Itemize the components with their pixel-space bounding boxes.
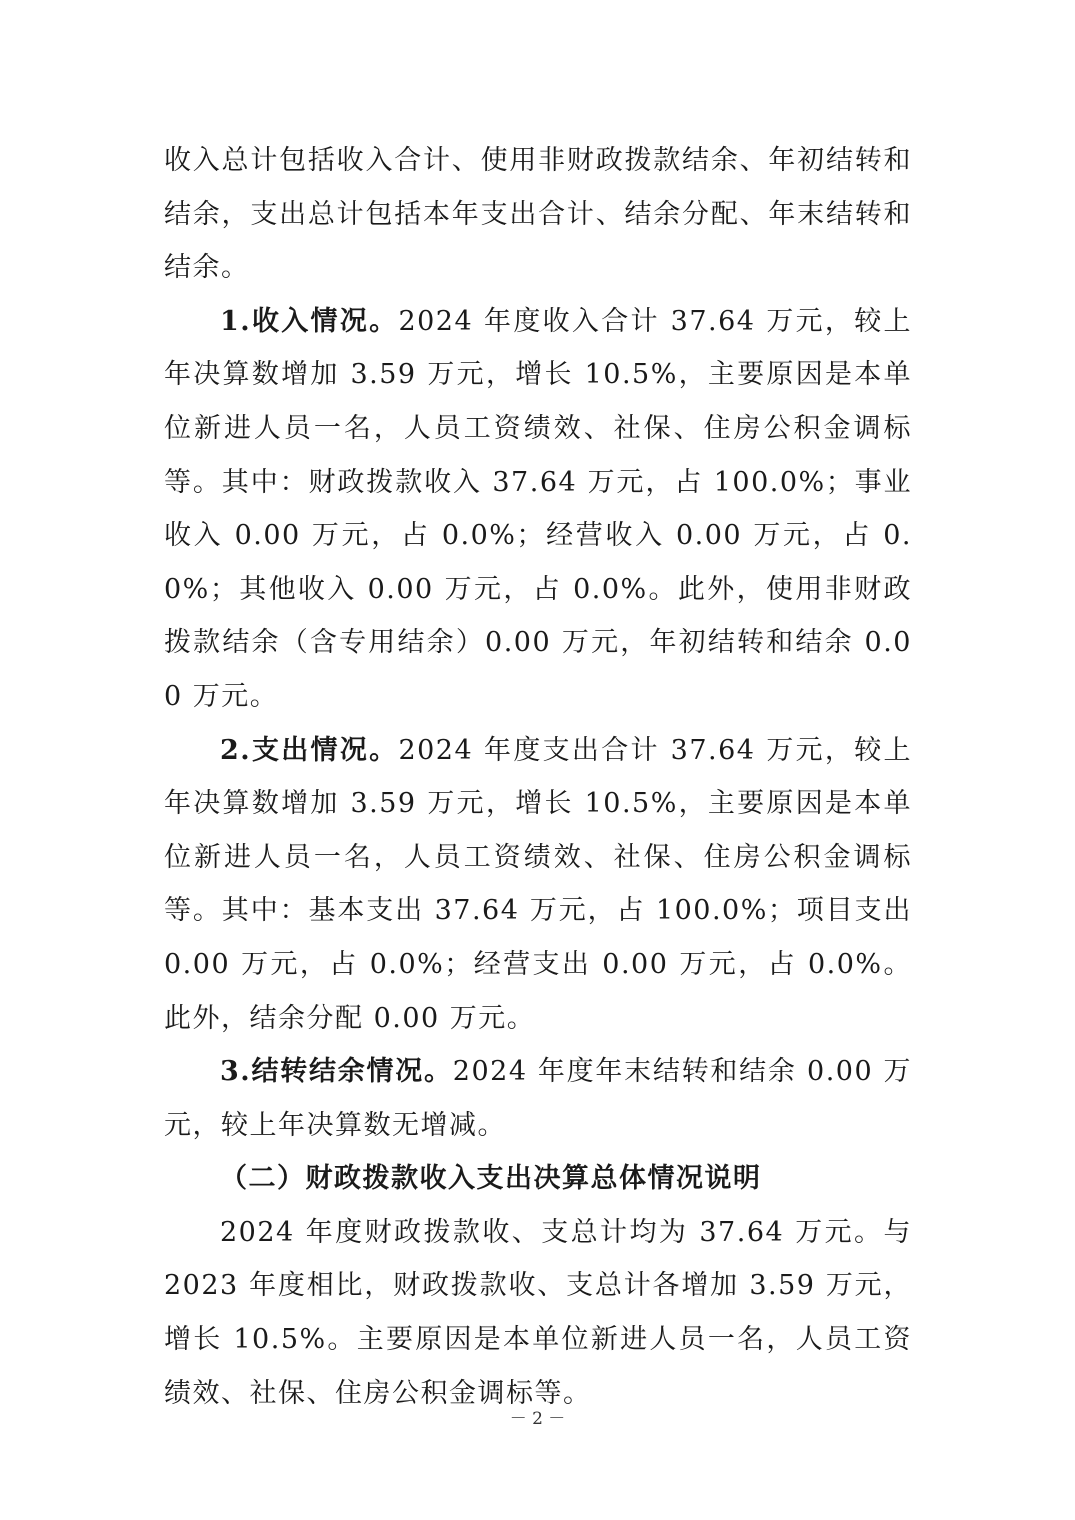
carryover-paragraph [164, 1045, 912, 1152]
section-paragraph: 2024 年度财政拨款收、支总计均为 37.64 万元。与 2023 年度相比，财政拨款收、支总计各增加 3.59 万元，增长 10.5%。主要原因是本单位新进人员一名，人员工资绩效、社保、住房公积金调标等。 [164, 1216, 912, 1409]
income-body: 2024 年度收入合计 37.64 万元，较上年决算数增加 3.59 万元，增长 10.5%，主要原因是本单位新进人员一名，人员工资绩效、社保、住房公积金调标等。其中：财政拨款收入 37.64 万元，占 100.0%；事业收入 0.00 万元，占 0.0%；经营收入 0.00 万元，占 0.0%；其他收入 0.00 万元，占 0.0%。此外，使用非财政拨款结余（含专用结余）0.00 万元，年初结转和结余 0.00 万元。 [164, 305, 913, 712]
income-paragraph [164, 295, 912, 724]
carryover-lead: 3.结转结余情况。 [220, 1056, 453, 1088]
carryover-body: 2024 年度年末结转和结余 0.00 万元，较上年决算数无增减。 [164, 1056, 912, 1141]
expense-paragraph [164, 724, 912, 1046]
document-body [164, 134, 912, 1420]
section-heading: （二）财政拨款收入支出决算总体情况说明 [220, 1163, 762, 1195]
expense-lead: 2.支出情况。 [220, 734, 399, 766]
intro-paragraph: 收入总计包括收入合计、使用非财政拨款结余、年初结转和结余，支出总计包括本年支出合计、结余分配、年末结转和结余。 [164, 145, 912, 284]
page-number: － 2 － [509, 1409, 566, 1429]
income-lead: 1.收入情况。 [220, 305, 399, 337]
expense-body: 2024 年度支出合计 37.64 万元，较上年决算数增加 3.59 万元，增长 10.5%，主要原因是本单位新进人员一名，人员工资绩效、社保、住房公积金调标等。其中：基本支出 37.64 万元，占 100.0%；项目支出 0.00 万元，占 0.0%；经营支出 0.00 万元，占 0.0%。此外，结余分配 0.00 万元。 [164, 734, 913, 1034]
